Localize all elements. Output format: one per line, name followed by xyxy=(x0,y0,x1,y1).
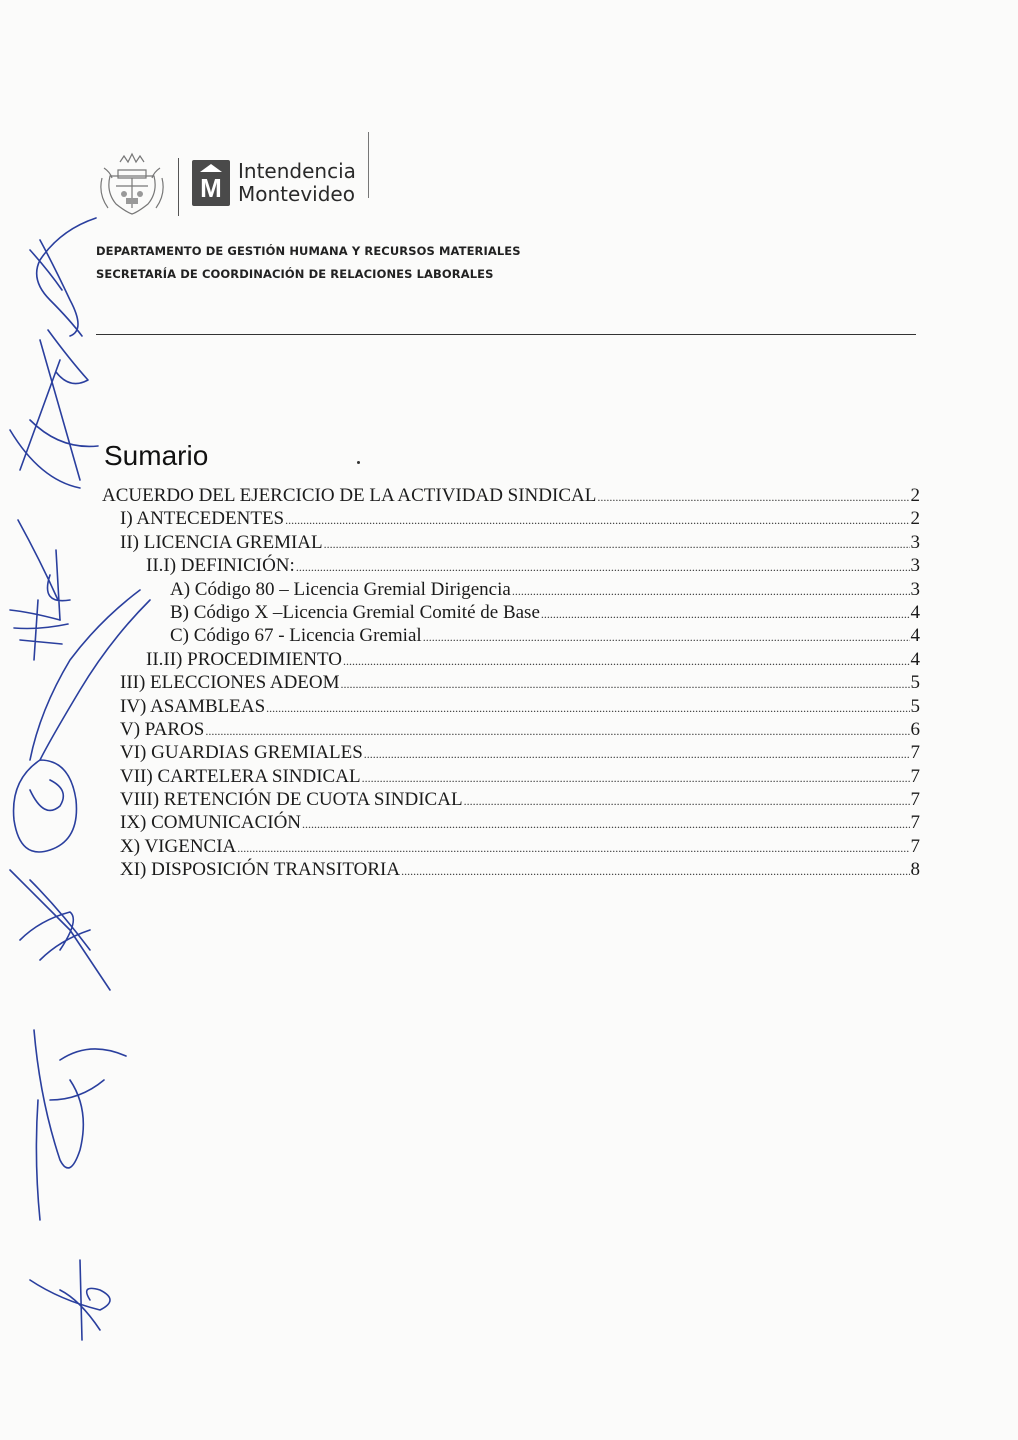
toc-dot-leader xyxy=(343,650,910,673)
toc-dot-leader xyxy=(364,743,910,766)
toc-entry[interactable] xyxy=(100,858,920,881)
toc-entry-label: VII) CARTELERA SINDICAL xyxy=(120,765,361,787)
toc-entry-label: I) ANTECEDENTES xyxy=(120,508,285,530)
department-block xyxy=(96,240,521,286)
toc-dot-leader xyxy=(266,697,909,720)
toc-dot-leader xyxy=(541,603,910,626)
toc-entry[interactable] xyxy=(100,531,920,554)
header-divider-right xyxy=(368,132,369,198)
toc-entry[interactable] xyxy=(100,765,920,788)
logo-letter: M xyxy=(200,173,222,203)
toc-entry-page: 2 xyxy=(910,508,920,530)
toc-title: Sumario xyxy=(104,440,209,471)
toc-dot-leader xyxy=(512,580,910,603)
toc-dot-leader xyxy=(423,626,910,649)
toc-entry[interactable] xyxy=(100,788,920,811)
toc-dot-leader xyxy=(597,486,909,509)
toc-entry[interactable] xyxy=(100,648,920,671)
toc-entry[interactable] xyxy=(100,601,920,624)
toc-entry[interactable] xyxy=(100,554,920,577)
toc-entry-label: A) Código 80 – Licencia Gremial Dirigencia xyxy=(170,578,511,600)
toc-entry-page: 2 xyxy=(910,485,920,506)
organization-name xyxy=(238,160,356,206)
toc-entry[interactable] xyxy=(100,624,920,647)
toc-entry-label: II.I) DEFINICIÓN: xyxy=(146,555,295,577)
toc-entry[interactable] xyxy=(100,484,920,507)
toc-entry-page: 6 xyxy=(910,718,920,740)
toc-dot-leader xyxy=(302,813,909,836)
toc-entry-page: 4 xyxy=(910,601,920,623)
toc-entry-label: VIII) RETENCIÓN DE CUOTA SINDICAL xyxy=(120,789,463,811)
toc-entry-label: X) VIGENCIA xyxy=(120,835,237,857)
org-name-line2: Montevideo xyxy=(238,182,355,206)
toc-entry-label: IV) ASAMBLEAS xyxy=(120,695,266,717)
toc-entry-label: VI) GUARDIAS GREMIALES xyxy=(120,742,363,764)
toc-entry[interactable] xyxy=(100,835,920,858)
org-name-line1: Intendencia xyxy=(238,159,356,183)
toc-entry-page: 4 xyxy=(910,625,920,647)
toc-entry-page: 7 xyxy=(910,765,920,787)
toc-entry-label: ACUERDO DEL EJERCICIO DE LA ACTIVIDAD SINDICAL xyxy=(102,485,597,506)
toc-entry[interactable] xyxy=(100,741,920,764)
toc-entry[interactable] xyxy=(100,671,920,694)
toc-entry-page: 7 xyxy=(910,742,920,764)
toc-entry-label: II) LICENCIA GREMIAL xyxy=(120,531,323,553)
toc-entry-page: 5 xyxy=(910,672,920,694)
toc-entry-label: C) Código 67 - Licencia Gremial xyxy=(170,625,422,647)
table-of-contents xyxy=(100,484,920,882)
stray-dot xyxy=(357,461,360,464)
toc-dot-leader xyxy=(464,790,910,813)
toc-dot-leader xyxy=(324,533,910,556)
toc-entry-page: 3 xyxy=(910,531,920,553)
toc-entry-label: V) PAROS xyxy=(120,718,205,740)
toc-dot-leader xyxy=(401,860,909,883)
toc-entry-page: 8 xyxy=(910,859,920,881)
toc-entry[interactable] xyxy=(100,507,920,530)
toc-entry[interactable] xyxy=(100,811,920,834)
toc-entry-page: 4 xyxy=(910,648,920,670)
toc-entry-page: 7 xyxy=(910,835,920,857)
montevideo-logo-icon xyxy=(192,160,230,206)
toc-dot-leader xyxy=(341,673,910,696)
toc-entry-label: II.II) PROCEDIMIENTO xyxy=(146,648,342,670)
toc-dot-leader xyxy=(285,509,909,532)
toc-entry-page: 7 xyxy=(910,789,920,811)
toc-entry-page: 3 xyxy=(910,555,920,577)
toc-entry-page: 7 xyxy=(910,812,920,834)
header-divider xyxy=(178,158,179,216)
coat-of-arms-icon xyxy=(96,148,168,218)
toc-dot-leader xyxy=(296,556,910,579)
toc-entry[interactable] xyxy=(100,718,920,741)
secretariat-name: SECRETARÍA DE COORDINACIÓN DE RELACIONES LABORALES xyxy=(96,267,494,281)
toc-dot-leader xyxy=(205,720,909,743)
toc-dot-leader xyxy=(362,767,910,790)
horizontal-rule xyxy=(96,334,916,335)
toc-dot-leader xyxy=(237,837,909,860)
toc-entry-label: B) Código X –Licencia Gremial Comité de Base xyxy=(170,601,540,623)
toc-entry-label: IX) COMUNICACIÓN xyxy=(120,812,302,834)
toc-entry-page: 5 xyxy=(910,695,920,717)
toc-entry-label: XI) DISPOSICIÓN TRANSITORIA xyxy=(120,859,401,881)
toc-entry[interactable] xyxy=(100,695,920,718)
toc-entry-page: 3 xyxy=(910,578,920,600)
toc-entry-label: III) ELECCIONES ADEOM xyxy=(120,672,340,694)
toc-entry[interactable] xyxy=(100,578,920,601)
department-name: DEPARTAMENTO DE GESTIÓN HUMANA Y RECURSOS MATERIALES xyxy=(96,244,521,258)
